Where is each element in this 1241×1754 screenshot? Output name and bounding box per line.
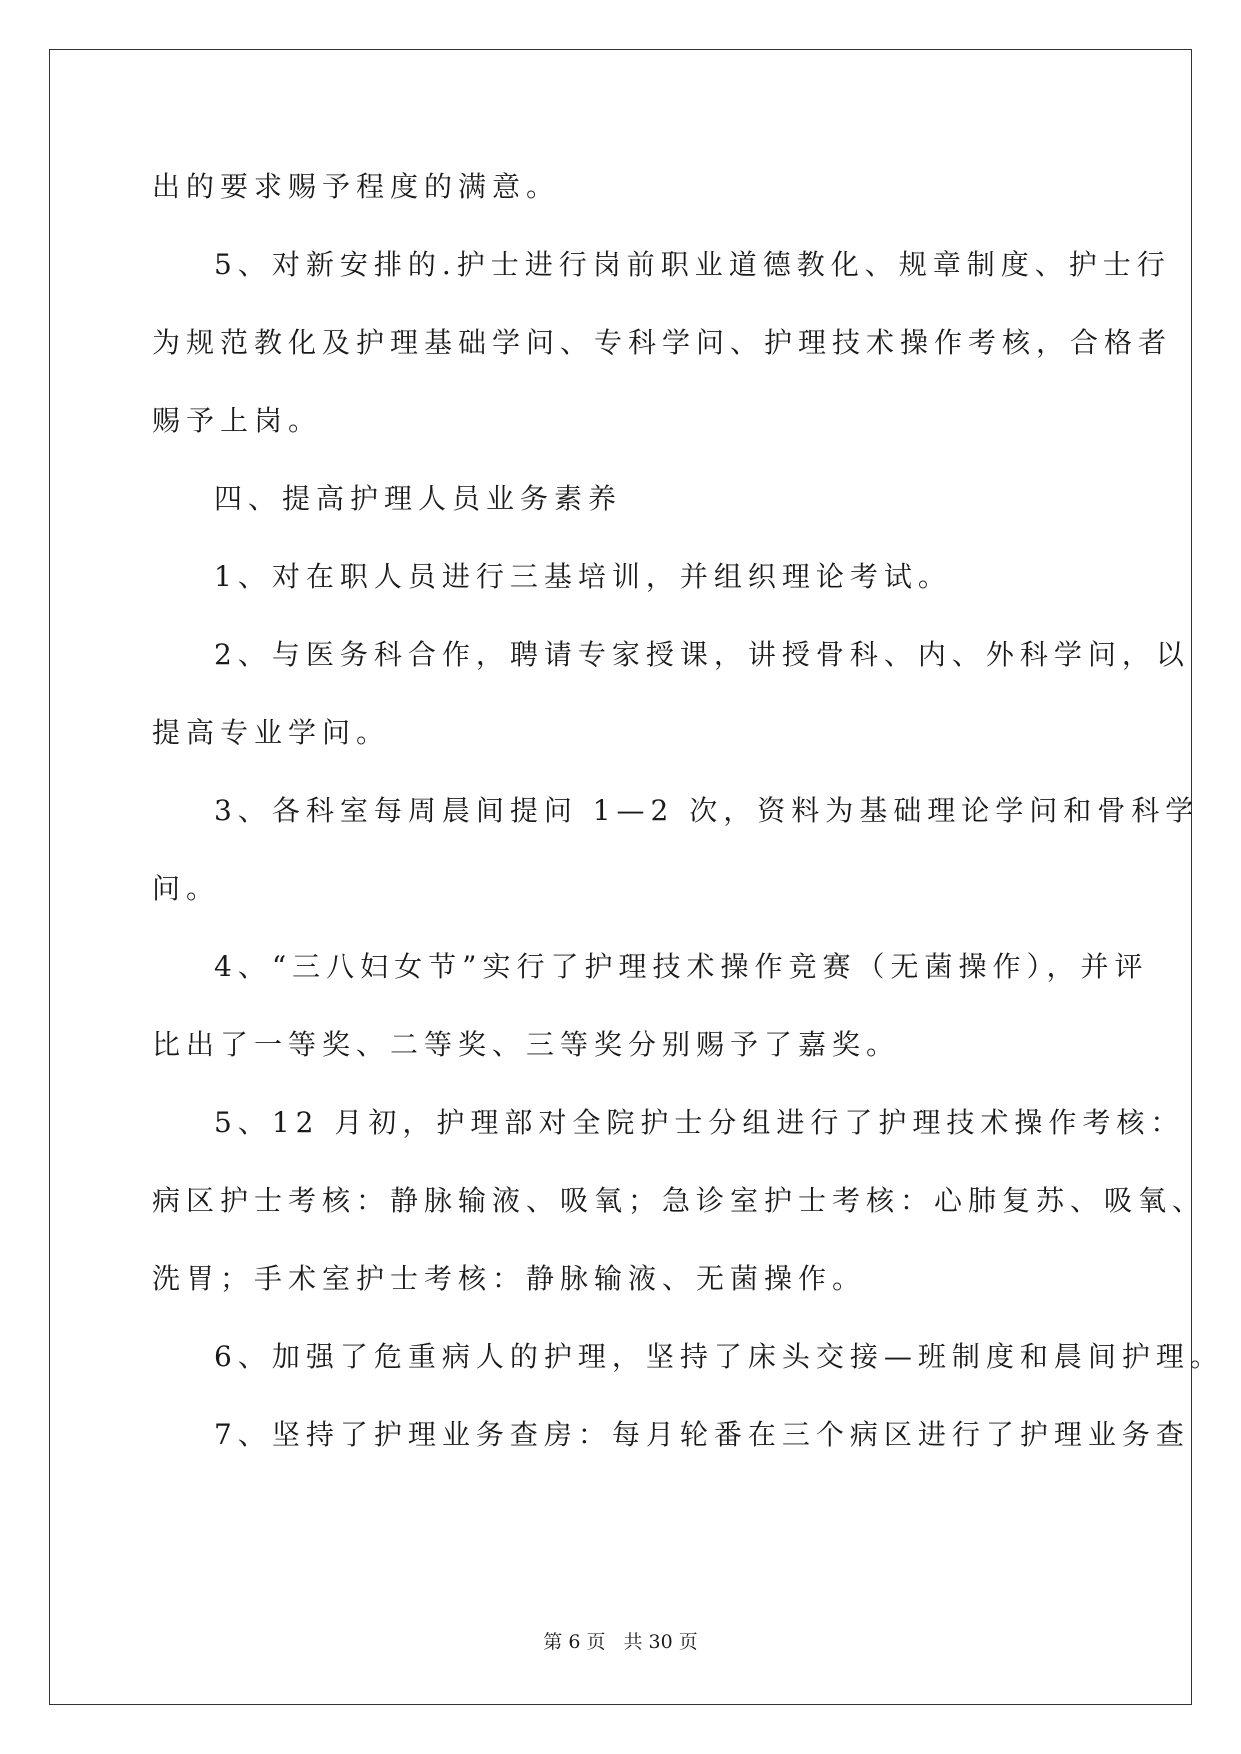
page-total: 共 30 页 (623, 1631, 698, 1653)
text-line-13: 5、12 月初，护理部对全院护士分组进行了护理技术操作考核： (214, 1106, 1185, 1139)
document-body (152, 166, 1224, 1492)
text-line-17: 7、坚持了护理业务查房：每月轮番在三个病区进行了护理业务查 (214, 1418, 1190, 1451)
page-footer (0, 1627, 1241, 1654)
text-line-6: 1、对在职人员进行三基培训，并组织理论考试。 (214, 560, 952, 593)
text-line-12: 比出了一等奖、二等奖、三等奖分别赐予了嘉奖。 (152, 1028, 901, 1061)
text-line-3: 为规范教化及护理基础学问、专科学问、护理技术操作考核，合格者 (152, 326, 1173, 359)
text-line-8: 提高专业学问。 (152, 716, 391, 749)
page-number: 第 6 页 (543, 1631, 606, 1653)
text-line-9: 3、各科室每周晨间提问 1—2 次，资料为基础理论学问和骨科学 (214, 794, 1200, 827)
text-line-2: 5、对新安排的.护士进行岗前职业道德教化、规章制度、护士行 (214, 248, 1171, 281)
text-line-14: 病区护士考核：静脉输液、吸氧；急诊室护士考核：心肺复苏、吸氧、 (152, 1184, 1207, 1217)
text-line-15: 洗胃；手术室护士考核：静脉输液、无菌操作。 (152, 1262, 867, 1295)
text-line-7: 2、与医务科合作，聘请专家授课，讲授骨科、内、外科学问，以 (214, 638, 1190, 671)
section-heading: 四、提高护理人员业务素养 (214, 482, 623, 515)
text-line-1: 出的要求赐予程度的满意。 (152, 170, 561, 203)
text-line-16: 6、加强了危重病人的护理，坚持了床头交接—班制度和晨间护理。 (214, 1340, 1224, 1373)
text-line-10: 问。 (152, 872, 221, 905)
text-line-4: 赐予上岗。 (152, 404, 323, 437)
text-line-11: 4、“三八妇女节”实行了护理技术操作竞赛（无菌操作），并评 (214, 950, 1149, 983)
